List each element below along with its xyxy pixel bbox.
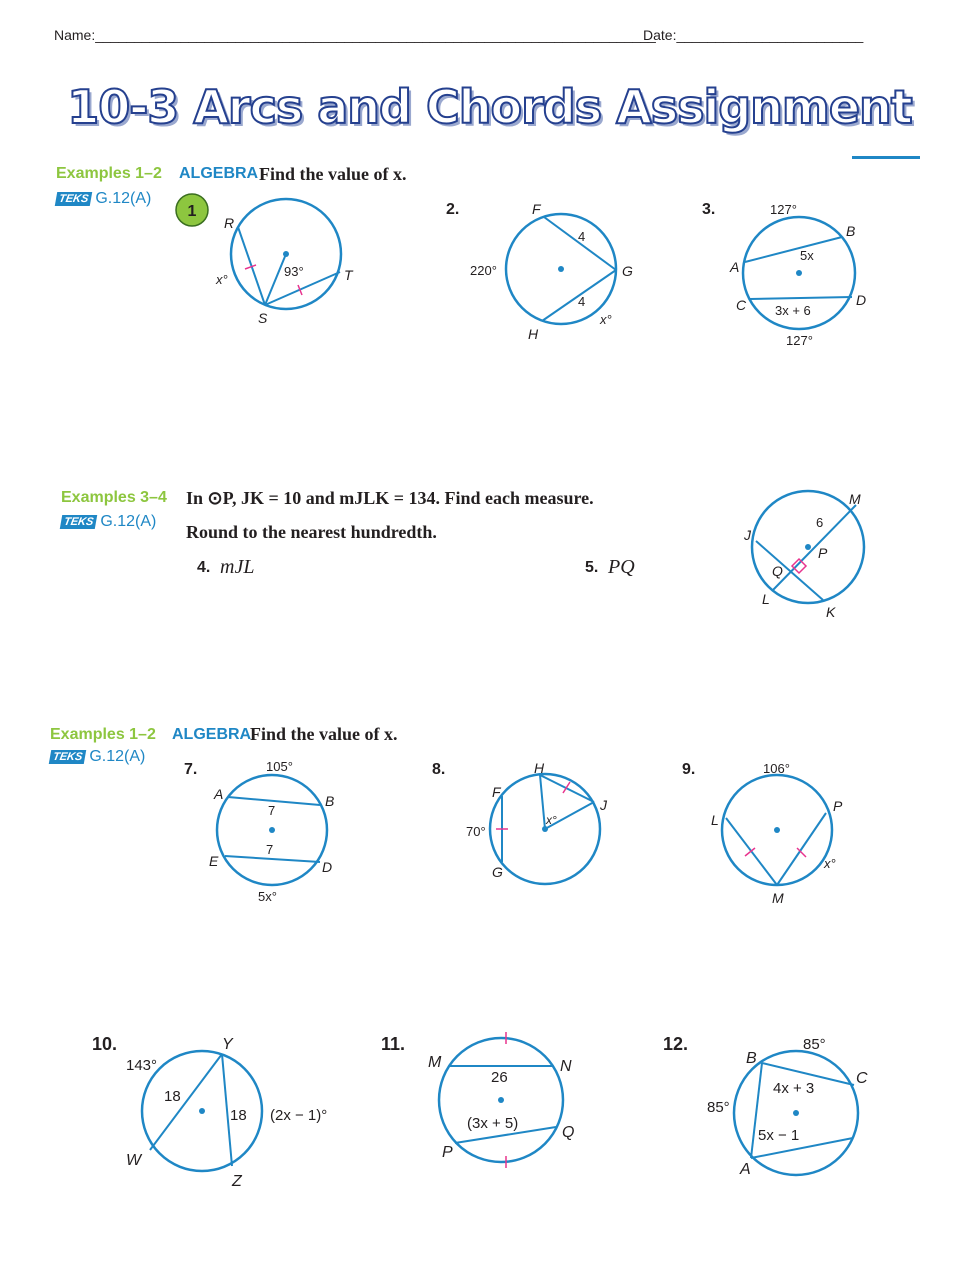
- label-c2: 5x − 1: [758, 1127, 800, 1144]
- label-W: W: [126, 1152, 142, 1169]
- problem-11-number: 11.: [381, 1034, 406, 1054]
- label-L: L: [711, 812, 719, 828]
- label-A: A: [740, 1161, 751, 1178]
- label-4b: 4: [578, 294, 586, 309]
- label-D: D: [856, 292, 867, 308]
- label-T: T: [344, 267, 353, 283]
- section3-examples: Examples 1–2: [50, 726, 156, 743]
- section2-instruction-line1: In ⊙P, JK = 10 and mJLK = 134. Find each measure.: [186, 488, 594, 508]
- section2-instruction-line2: Round to the nearest hundredth.: [186, 522, 437, 542]
- label-Q: Q: [772, 563, 783, 579]
- label-P: P: [818, 545, 828, 561]
- section3-category: ALGEBRA: [172, 726, 252, 743]
- label-c2: 18: [230, 1107, 247, 1124]
- teks-badge: TEKS: [60, 515, 98, 529]
- label-M: M: [772, 890, 784, 906]
- label-Z: Z: [232, 1173, 242, 1190]
- page-title: 10-3 Arcs and Chords Assignment: [67, 80, 912, 134]
- label-B: B: [746, 1050, 757, 1067]
- label-L: L: [762, 591, 770, 607]
- question-5-number: 5.: [585, 559, 599, 576]
- label-6: 6: [816, 515, 824, 530]
- label-ab: 5x: [800, 248, 814, 263]
- label-F: F: [492, 784, 501, 800]
- problem-10-number: 10.: [92, 1034, 118, 1054]
- label-D: D: [322, 859, 333, 875]
- label-4a: 4: [578, 229, 586, 244]
- name-field[interactable]: Name:________________________________________________________________________: [54, 27, 656, 43]
- question-4-number: 4.: [197, 559, 211, 576]
- teks-badge: TEKS: [49, 750, 87, 764]
- label-G: G: [492, 864, 503, 880]
- label-H: H: [528, 326, 539, 342]
- label-c2: (3x + 5): [467, 1115, 519, 1132]
- label-arc: 143°: [126, 1057, 158, 1074]
- label-top: 105°: [266, 759, 293, 774]
- problem-9-number: 9.: [682, 761, 696, 778]
- label-M: M: [428, 1054, 442, 1071]
- problem-3-number: 3.: [702, 201, 716, 218]
- teks-code: G.12(A): [95, 190, 152, 207]
- label-Q: Q: [562, 1124, 575, 1141]
- section3-instruction: Find the value of x.: [250, 724, 398, 744]
- section1-examples: Examples 1–2: [56, 165, 162, 182]
- label-P: P: [442, 1144, 453, 1161]
- label-E: E: [209, 853, 219, 869]
- label-top: 106°: [763, 761, 790, 776]
- label-c1: 26: [491, 1069, 508, 1086]
- label-x: x°: [600, 312, 612, 327]
- label-M: M: [849, 491, 861, 507]
- label-arc: 220°: [470, 263, 497, 278]
- label-expr: (2x − 1)°: [270, 1107, 328, 1124]
- problem-2-number: 2.: [446, 201, 460, 218]
- label-A: A: [214, 786, 224, 802]
- label-J: J: [600, 797, 607, 813]
- label-arc: 93°: [284, 264, 304, 279]
- teks-badge: TEKS: [55, 192, 93, 206]
- label-x: x°: [546, 813, 557, 827]
- label-left: 85°: [707, 1099, 730, 1116]
- problem-12-number: 12.: [663, 1034, 689, 1054]
- label-bottom: 5x°: [258, 889, 277, 904]
- center-point: [793, 1110, 799, 1116]
- teks-code: G.12(A): [89, 748, 146, 765]
- label-C: C: [736, 297, 747, 313]
- label-top: 127°: [770, 202, 797, 217]
- label-7a: 7: [268, 803, 276, 818]
- label-A: A: [730, 259, 740, 275]
- label-B: B: [325, 793, 335, 809]
- label-P: P: [833, 798, 843, 814]
- label-x: x°: [216, 272, 228, 287]
- label-G: G: [622, 263, 633, 279]
- section1-category: ALGEBRA: [179, 165, 259, 182]
- label-F: F: [532, 201, 541, 217]
- label-B: B: [846, 223, 856, 239]
- label-J: J: [744, 527, 751, 543]
- label-7b: 7: [266, 842, 274, 857]
- teks-code: G.12(A): [100, 513, 157, 530]
- label-R: R: [224, 215, 235, 231]
- label-top: 85°: [803, 1036, 826, 1053]
- label-Y: Y: [222, 1036, 233, 1053]
- label-arc: 70°: [466, 824, 486, 839]
- problem-8-number: 8.: [432, 761, 446, 778]
- label-N: N: [560, 1058, 572, 1075]
- label-x: x°: [824, 856, 836, 871]
- label-S: S: [258, 310, 268, 326]
- label-c1: 4x + 3: [773, 1080, 815, 1097]
- question-5-text: PQ: [608, 556, 635, 578]
- label-K: K: [826, 604, 836, 620]
- date-field[interactable]: Date:________________________: [643, 27, 864, 43]
- label-C: C: [856, 1070, 868, 1087]
- section1-instruction: Find the value of x.: [259, 164, 407, 184]
- question-4-text: mJL: [220, 556, 255, 578]
- label-bottom: 127°: [786, 333, 813, 348]
- label-cd: 3x + 6: [775, 303, 811, 318]
- label-H: H: [534, 760, 545, 776]
- section2-examples: Examples 3–4: [61, 489, 167, 506]
- problem-1-number: 1: [187, 203, 197, 220]
- label-c1: 18: [164, 1088, 181, 1105]
- problem-7-number: 7.: [184, 761, 198, 778]
